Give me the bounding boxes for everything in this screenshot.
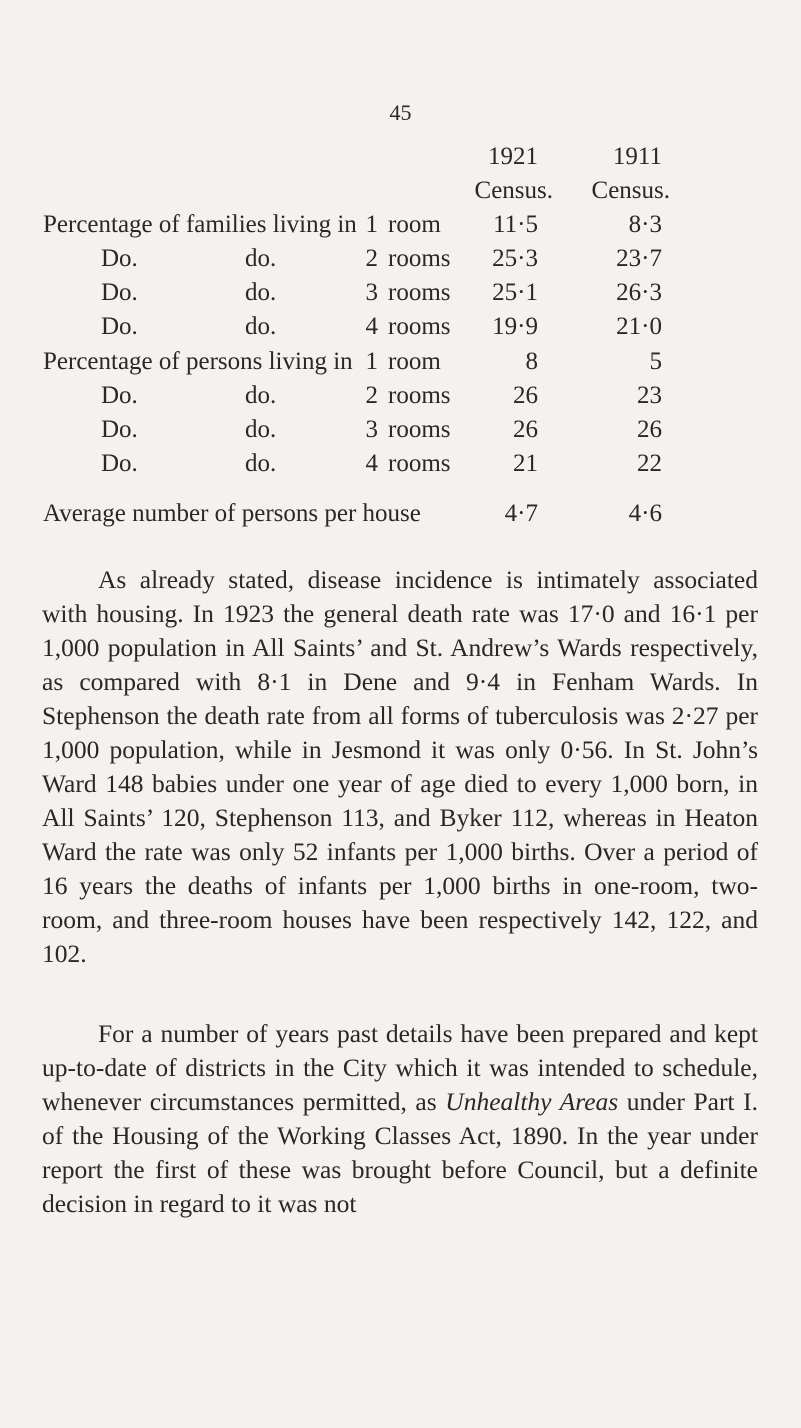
- value-1911: 23·7: [616, 245, 662, 272]
- average-1921: 4·7: [504, 500, 538, 527]
- table-row: [0, 382, 801, 416]
- value-1921: 19·9: [492, 313, 538, 340]
- row-ditto-lower: do.: [245, 313, 277, 340]
- value-1911: 26·3: [616, 279, 662, 306]
- room-count: 1: [365, 211, 378, 238]
- value-1921: 25·1: [492, 279, 538, 306]
- body-paragraph-1: [42, 563, 758, 971]
- page-number: 45: [389, 100, 412, 125]
- value-1911: 21·0: [616, 313, 662, 340]
- room-unit: rooms: [388, 382, 451, 409]
- value-1911: 23: [637, 382, 662, 409]
- row-ditto: Do.: [101, 245, 138, 272]
- value-1911: 5: [649, 348, 662, 375]
- value-1921: 26: [513, 416, 538, 443]
- header-1911-year: 1911: [612, 143, 662, 170]
- italic-term: Unhealthy Areas: [445, 1087, 619, 1116]
- table-row-average: [0, 500, 801, 534]
- row-ditto: Do.: [101, 450, 138, 477]
- room-count: 4: [365, 450, 378, 477]
- row-ditto-lower: do.: [245, 382, 277, 409]
- row-ditto-lower: do.: [245, 416, 277, 443]
- header-1911-census: Census.: [591, 177, 670, 204]
- room-unit: room: [388, 211, 441, 238]
- room-unit: room: [388, 348, 441, 375]
- row-label: Percentage of families living in: [43, 211, 357, 238]
- table-row: [0, 279, 801, 313]
- table-row: [0, 348, 801, 382]
- value-1911: 8·3: [628, 211, 662, 238]
- row-ditto: Do.: [101, 313, 138, 340]
- value-1921: 26: [513, 382, 538, 409]
- row-ditto-lower: do.: [245, 279, 277, 306]
- value-1911: 22: [637, 450, 662, 477]
- paragraph-text-end: under Part I. of the Housing of the Working Classes Act, 1890. In the year under report the first of these was brought before Council, but a definite decision in regard to it was not: [42, 1087, 758, 1218]
- table-row: [0, 313, 801, 347]
- header-1921-year: 1921: [488, 143, 538, 170]
- table-row: [0, 450, 801, 484]
- row-ditto: Do.: [101, 416, 138, 443]
- value-1921: 8: [525, 348, 538, 375]
- paragraph-text: As already stated, disease incidence is intimately associated with housing. In 1923 the general death rate was 17·0 and 16·1 per 1,000 population in All Saints’ and St. Andrew’s Wards respectively, as compared with 8·1 in Dene and 9·4 in Fenham Wards. In Stephenson the death rate from all forms of tuberculosis was 2·27 per 1,000 population, while in Jesmond it was only 0·56. In St. John’s Ward 148 babies under one year of age died to every 1,000 born, in All Saints’ 120, Stephenson 113, and Byker 112, whereas in Heaton Ward the rate was only 52 infants per 1,000 births. Over a period of 16 years the deaths of infants per 1,000 births in one-room, two-room, and three-room houses have been respectively 142, 122, and 102.: [42, 565, 758, 968]
- body-paragraph-2: [42, 1017, 758, 1221]
- paragraph-text-start: For a number of years past details have been prepared and kept up-to-date of districts in the City which it was intended to schedule, whenever circumstances permitted, as: [42, 1019, 758, 1116]
- row-ditto-lower: do.: [245, 245, 277, 272]
- value-1911: 26: [637, 416, 662, 443]
- room-count: 2: [365, 382, 378, 409]
- table-row: [0, 245, 801, 279]
- average-label: Average number of persons per house: [43, 500, 421, 527]
- room-count: 2: [365, 245, 378, 272]
- table-row: [0, 211, 801, 245]
- room-unit: rooms: [388, 279, 451, 306]
- table-row: [0, 416, 801, 450]
- average-1911: 4·6: [628, 500, 662, 527]
- room-count: 3: [365, 416, 378, 443]
- room-unit: rooms: [388, 416, 451, 443]
- value-1921: 25·3: [492, 245, 538, 272]
- room-unit: rooms: [388, 245, 451, 272]
- row-ditto: Do.: [101, 279, 138, 306]
- header-1921-census: Census.: [474, 177, 553, 204]
- room-unit: rooms: [388, 450, 451, 477]
- value-1921: 21: [513, 450, 538, 477]
- value-1921: 11·5: [493, 211, 538, 238]
- row-ditto-lower: do.: [245, 450, 277, 477]
- row-ditto: Do.: [101, 382, 138, 409]
- room-count: 4: [365, 313, 378, 340]
- paragraph-text: [42, 1017, 758, 1221]
- row-label: Percentage of persons living in: [43, 348, 353, 375]
- room-unit: rooms: [388, 313, 451, 340]
- room-count: 1: [365, 348, 378, 375]
- room-count: 3: [365, 279, 378, 306]
